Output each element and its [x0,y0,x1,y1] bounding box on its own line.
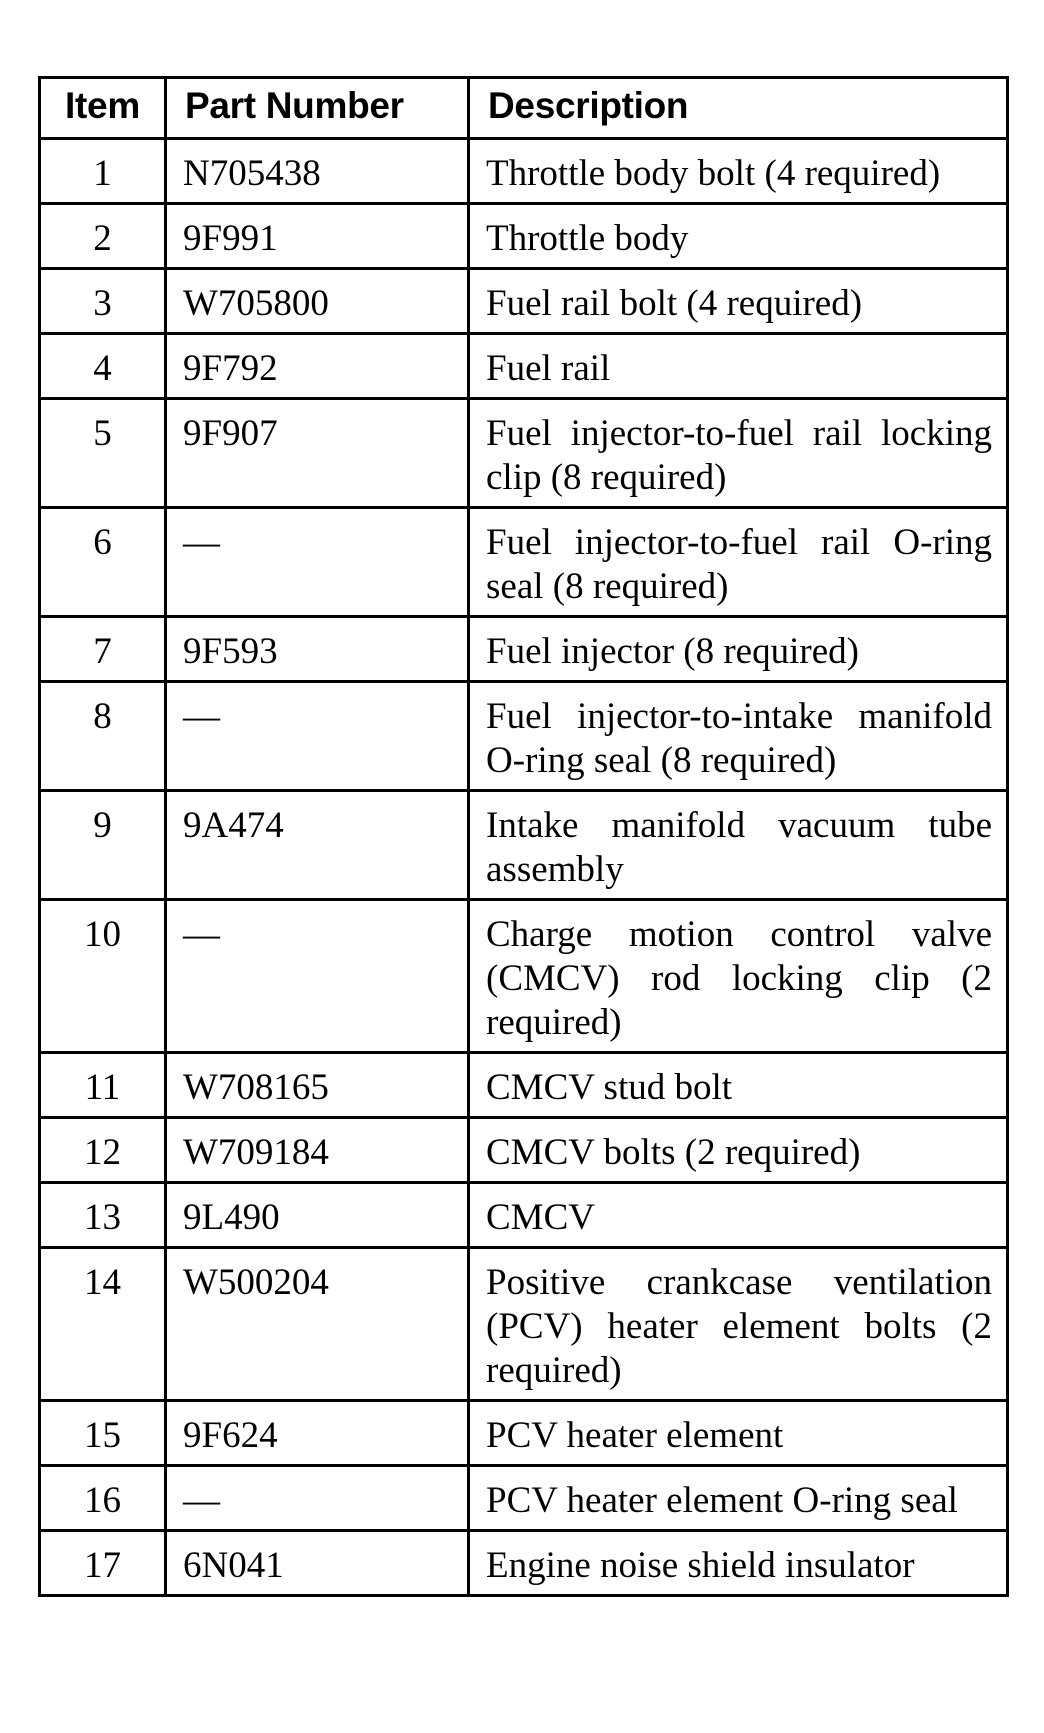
cell-item: 4 [40,334,166,399]
table-row [40,682,1008,791]
table-row [40,1053,1008,1118]
table-row [40,900,1008,1053]
cell-item: 15 [40,1401,166,1466]
cell-part-number: 9F593 [166,617,469,682]
cell-part-number: 9F792 [166,334,469,399]
cell-description: Engine noise shield insulator [469,1531,1008,1596]
cell-part-number: — [166,1466,469,1531]
cell-description: CMCV stud bolt [469,1053,1008,1118]
header-row [40,78,1008,139]
table-row [40,1531,1008,1596]
cell-description: PCV heater element O-ring seal [469,1466,1008,1531]
parts-table [38,76,1009,1597]
cell-item: 10 [40,900,166,1053]
cell-item: 6 [40,508,166,617]
cell-description: CMCV [469,1183,1008,1248]
cell-description: Intake manifold vacuum tube assembly [469,791,1008,900]
cell-description: Throttle body bolt (4 required) [469,139,1008,204]
cell-part-number: N705438 [166,139,469,204]
cell-part-number: W708165 [166,1053,469,1118]
table-row [40,1248,1008,1401]
cell-item: 9 [40,791,166,900]
table-row [40,1183,1008,1248]
cell-description: Fuel injector (8 required) [469,617,1008,682]
cell-item: 12 [40,1118,166,1183]
cell-description: Charge motion control valve (CMCV) rod locking clip (2 required) [469,900,1008,1053]
table-row [40,508,1008,617]
cell-part-number: 9F907 [166,399,469,508]
cell-description: Fuel injector-to-fuel rail O-ring seal (8 required) [469,508,1008,617]
table-row [40,334,1008,399]
table-row [40,617,1008,682]
cell-part-number: — [166,900,469,1053]
cell-item: 16 [40,1466,166,1531]
table-row [40,791,1008,900]
cell-item: 14 [40,1248,166,1401]
cell-part-number: 9L490 [166,1183,469,1248]
cell-part-number: 9F624 [166,1401,469,1466]
cell-description: PCV heater element [469,1401,1008,1466]
cell-description: CMCV bolts (2 required) [469,1118,1008,1183]
cell-item: 8 [40,682,166,791]
cell-description: Throttle body [469,204,1008,269]
cell-description: Fuel rail bolt (4 required) [469,269,1008,334]
cell-item: 5 [40,399,166,508]
header-part-number: Part Number [166,78,469,139]
cell-part-number: — [166,508,469,617]
table-row [40,1466,1008,1531]
cell-part-number: 9F991 [166,204,469,269]
cell-item: 11 [40,1053,166,1118]
cell-part-number: — [166,682,469,791]
header-description: Description [469,78,1008,139]
cell-part-number: 9A474 [166,791,469,900]
cell-part-number: W705800 [166,269,469,334]
cell-item: 2 [40,204,166,269]
cell-item: 1 [40,139,166,204]
cell-description: Fuel injector-to-fuel rail locking clip (8 required) [469,399,1008,508]
cell-part-number: W709184 [166,1118,469,1183]
table-row [40,269,1008,334]
cell-item: 13 [40,1183,166,1248]
table-row [40,139,1008,204]
table-row [40,399,1008,508]
cell-part-number: W500204 [166,1248,469,1401]
table-row [40,204,1008,269]
table-row [40,1401,1008,1466]
cell-description: Positive crankcase ventilation (PCV) heater element bolts (2 required) [469,1248,1008,1401]
cell-item: 3 [40,269,166,334]
table-row [40,1118,1008,1183]
header-item: Item [40,78,166,139]
cell-description: Fuel injector-to-intake manifold O-ring seal (8 required) [469,682,1008,791]
cell-item: 17 [40,1531,166,1596]
cell-description: Fuel rail [469,334,1008,399]
cell-part-number: 6N041 [166,1531,469,1596]
cell-item: 7 [40,617,166,682]
